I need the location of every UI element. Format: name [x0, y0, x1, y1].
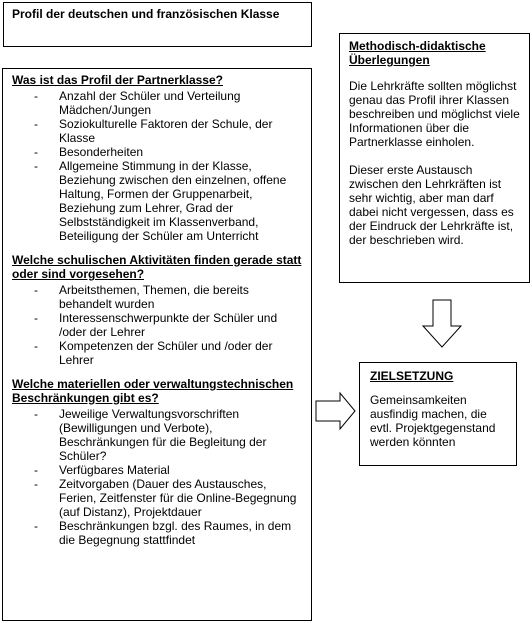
methodology-paragraph: Dieser erste Austausch zwischen den Lehrkräften ist sehr wichtig, aber man darf dabei nicht vergessen, dass es der Eindruck der Lehrkräfte ist, der beschrieben wird.	[349, 163, 514, 247]
list-item: - Jeweilige Verwaltungsvorschriften (Bewilligungen und Verbote), Beschränkungen für die Begleitung der Schüler?	[12, 407, 302, 463]
section-list	[12, 89, 302, 243]
section-heading: Was ist das Profil der Partnerklasse?	[12, 73, 223, 87]
methodology-box	[339, 33, 530, 283]
list-item: - Interessenschwerpunkte der Schüler und /oder der Lehrer	[12, 311, 302, 339]
title-box	[3, 2, 312, 47]
section-list	[12, 283, 302, 367]
section-heading: Welche materiellen oder verwaltungstechnischen Beschränkungen gibt es?	[12, 377, 294, 405]
list-item: - Besonderheiten	[12, 145, 302, 159]
goal-heading: ZIELSETZUNG	[370, 369, 454, 383]
list-item: - Zeitvorgaben (Dauer des Austausches, Ferien, Zeitfenster für die Online-Begegnung (auf Distanz), Projektdauer	[12, 477, 302, 519]
methodology-heading: Methodisch-didaktische Überlegungen	[349, 39, 486, 67]
diagram-title: Profil der deutschen und französischen Klasse	[12, 7, 280, 21]
section-constraints	[12, 377, 302, 547]
list-item: - Kompetenzen der Schüler und /oder der Lehrer	[12, 339, 302, 367]
section-list	[12, 407, 302, 547]
section-heading: Welche schulischen Aktivitäten finden gerade statt oder sind vorgesehen?	[12, 253, 302, 281]
section-profile	[12, 73, 302, 243]
right-arrow-icon	[316, 392, 356, 430]
profile-questions-box	[2, 68, 312, 621]
methodology-paragraph: Die Lehrkräfte sollten möglichst genau das Profil ihrer Klassen beschreiben und möglichst viele Informationen über die Partnerklasse einholen.	[349, 79, 520, 149]
list-item: - Anzahl der Schüler und Verteilung Mädchen/Jungen	[12, 89, 302, 117]
list-item: - Allgemeine Stimmung in der Klasse, Beziehung zwischen den einzelnen, offene Haltung, Formen der Gruppenarbeit, Beziehung zum Lehrer, Grad der Selbstständigkeit im Klassenverband, Beteiligung der Schüler am Unterricht	[12, 159, 302, 243]
list-item: - Beschränkungen bzgl. des Raumes, in dem die Begegnung stattfindet	[12, 519, 302, 547]
goal-box	[359, 362, 517, 466]
list-item: - Arbeitsthemen, Themen, die bereits behandelt wurden	[12, 283, 302, 311]
down-arrow-icon	[422, 300, 462, 348]
list-item: - Soziokulturelle Faktoren der Schule, der Klasse	[12, 117, 302, 145]
goal-text: Gemeinsamkeiten ausfindig machen, die evtl. Projektgegenstand werden könnten	[370, 393, 496, 449]
section-activities	[12, 253, 302, 367]
list-item: - Verfügbares Material	[12, 463, 302, 477]
